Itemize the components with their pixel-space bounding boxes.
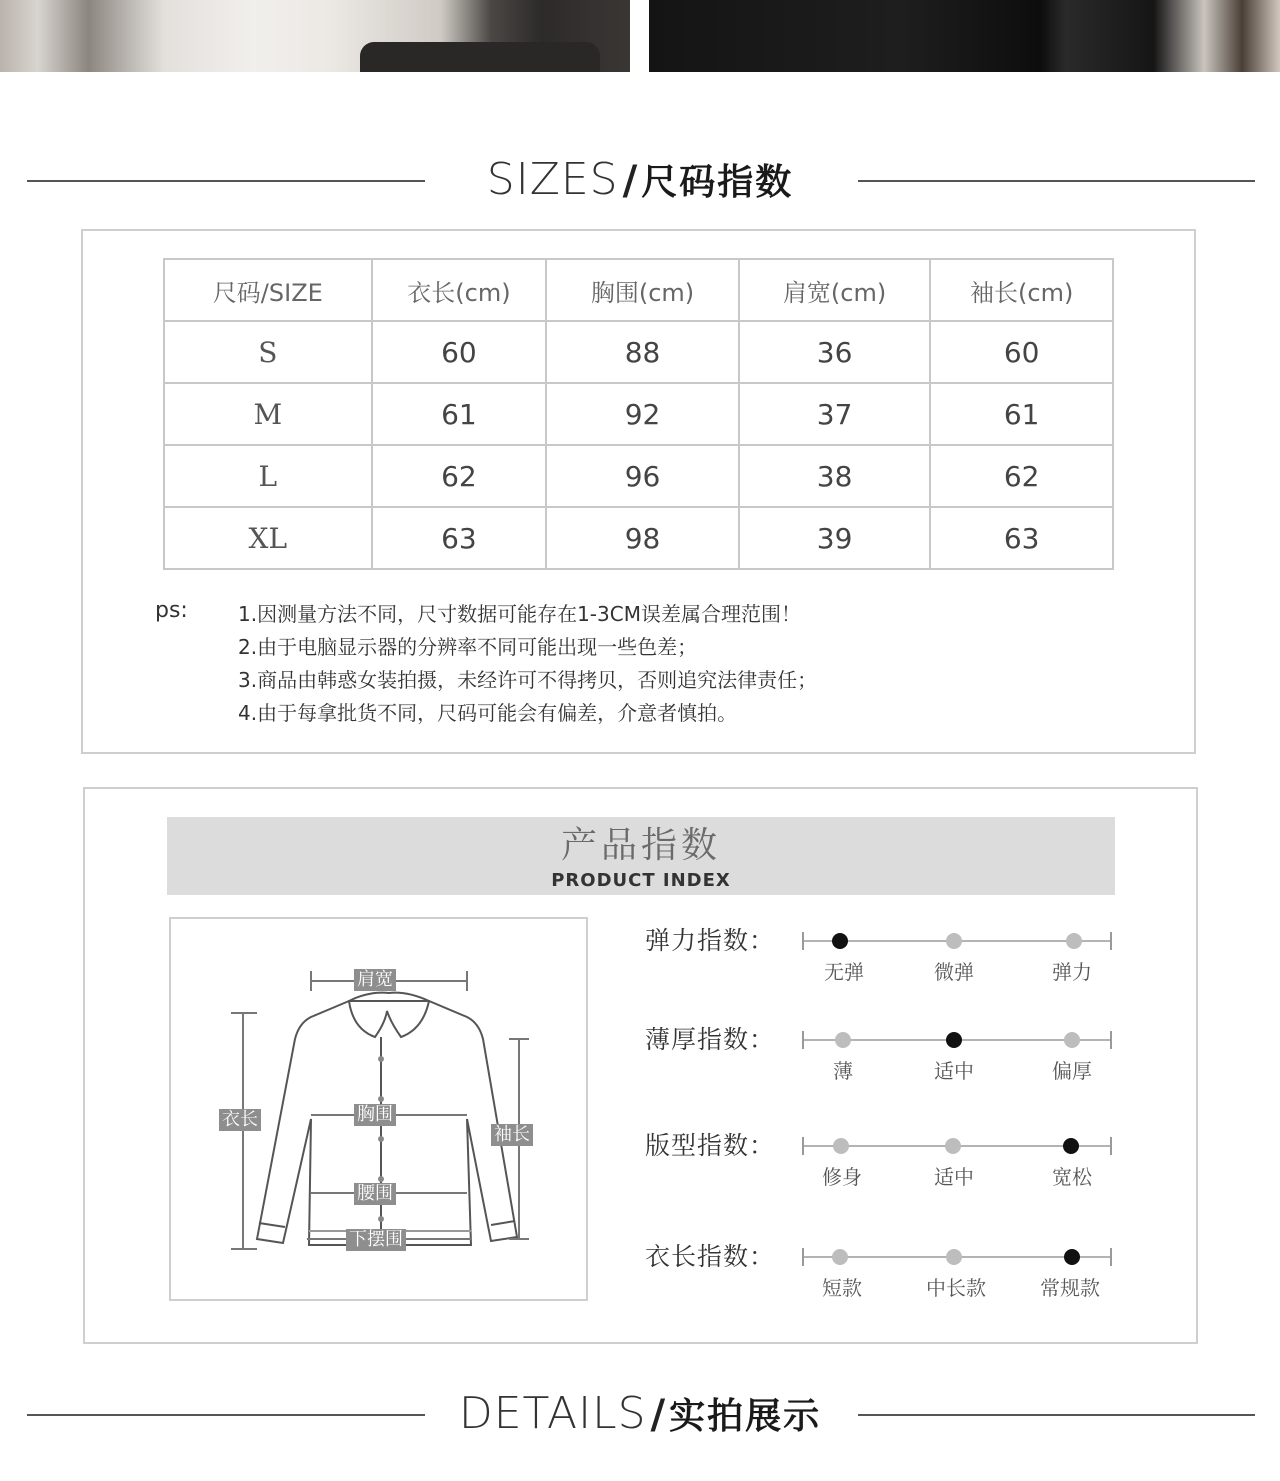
index-dot [1064,1032,1080,1048]
table-row [164,445,1113,507]
sizes-title-en: SIZES [486,154,619,205]
index-option: 无弹 [824,960,864,984]
size-table [163,258,1114,570]
index-scale [802,1145,1112,1147]
product-photo-strip [0,0,1280,72]
index-row-length [640,1240,1120,1310]
index-label: 弹力指数： [645,926,776,955]
table-cell: 96 [546,445,739,507]
table-row [164,383,1113,445]
index-dot [832,933,848,949]
table-cell: 61 [930,383,1113,445]
ps-label: ps: [155,598,188,623]
index-dot [946,933,962,949]
index-option: 适中 [934,1165,974,1189]
sizes-title-cn: 尺码指数 [641,162,794,203]
index-dot [832,1249,848,1265]
index-scale [802,940,1112,942]
shoulder-label: 肩宽 [354,969,396,991]
details-title-en: DETAILS [458,1388,647,1439]
table-cell: 37 [739,383,931,445]
index-option: 修身 [822,1165,862,1189]
chest-label: 胸围 [354,1104,396,1126]
index-option: 短款 [822,1276,862,1300]
waist-label: 腰围 [354,1183,396,1205]
index-label: 薄厚指数： [645,1025,776,1054]
index-dot [1066,933,1082,949]
table-cell: 63 [372,507,547,569]
table-cell: 98 [546,507,739,569]
sleeve-label: 袖长 [491,1124,533,1146]
product-index-title-en: PRODUCT INDEX [551,870,731,891]
size-notes [238,598,817,730]
table-cell: 63 [930,507,1113,569]
product-photo-left [0,0,630,72]
details-section-header: DETAILS / 实拍展示 [0,1384,1280,1444]
table-cell: 60 [372,321,547,383]
table-cell: 38 [739,445,931,507]
header-sleeve: 袖长(cm) [930,259,1113,321]
table-row [164,321,1113,383]
table-cell: 39 [739,507,931,569]
table-row [164,507,1113,569]
table-cell: 92 [546,383,739,445]
index-dot [946,1249,962,1265]
note-item: 3.商品由韩惑女装拍摄，未经许可不得拷贝，否则追究法律责任； [238,668,818,692]
index-option: 薄 [833,1059,853,1083]
index-option: 偏厚 [1052,1059,1092,1083]
index-option: 宽松 [1052,1165,1092,1189]
details-title-cn: 实拍展示 [669,1396,822,1437]
size-cell: S [164,321,372,383]
index-option: 弹力 [1052,960,1092,984]
index-row-fit [640,1129,1120,1199]
size-cell: XL [164,507,372,569]
index-dot [945,1138,961,1154]
header-chest: 胸围(cm) [546,259,739,321]
index-dot [1064,1249,1080,1265]
hem-label: 下摆围 [346,1229,406,1251]
table-cell: 88 [546,321,739,383]
index-row-thickness [640,1023,1120,1093]
index-label: 版型指数： [645,1131,776,1160]
garment-measurement-diagram [169,917,588,1301]
index-label: 衣长指数： [645,1242,776,1271]
index-scale [802,1256,1112,1258]
size-cell: L [164,445,372,507]
table-cell: 61 [372,383,547,445]
index-option: 微弹 [934,960,974,984]
index-dot [835,1032,851,1048]
index-dot [833,1138,849,1154]
note-item: 1.因测量方法不同，尺寸数据可能存在1-3CM误差属合理范围！ [238,602,801,626]
table-cell: 60 [930,321,1113,383]
product-index-title-cn: 产品指数 [560,825,721,866]
index-option: 适中 [934,1059,974,1083]
header-length: 衣长(cm) [372,259,547,321]
sizes-section-header: SIZES / 尺码指数 [0,150,1280,210]
index-option: 中长款 [926,1276,986,1300]
length-label: 衣长 [219,1109,261,1131]
index-dot [1063,1138,1079,1154]
product-index-banner [167,817,1115,895]
index-option: 常规款 [1040,1276,1100,1300]
table-cell: 62 [930,445,1113,507]
note-item: 4.由于每拿批货不同，尺码可能会有偏差，介意者慎拍。 [238,701,738,725]
product-photo-right [649,0,1280,72]
table-cell: 36 [739,321,931,383]
header-shoulder: 肩宽(cm) [739,259,931,321]
table-cell: 62 [372,445,547,507]
index-dot [946,1032,962,1048]
header-size: 尺码/SIZE [164,259,372,321]
index-scale [802,1039,1112,1041]
note-item: 2.由于电脑显示器的分辨率不同可能出现一些色差； [238,635,698,659]
index-row-elasticity [640,924,1120,994]
size-cell: M [164,383,372,445]
size-table-header-row [164,259,1113,321]
